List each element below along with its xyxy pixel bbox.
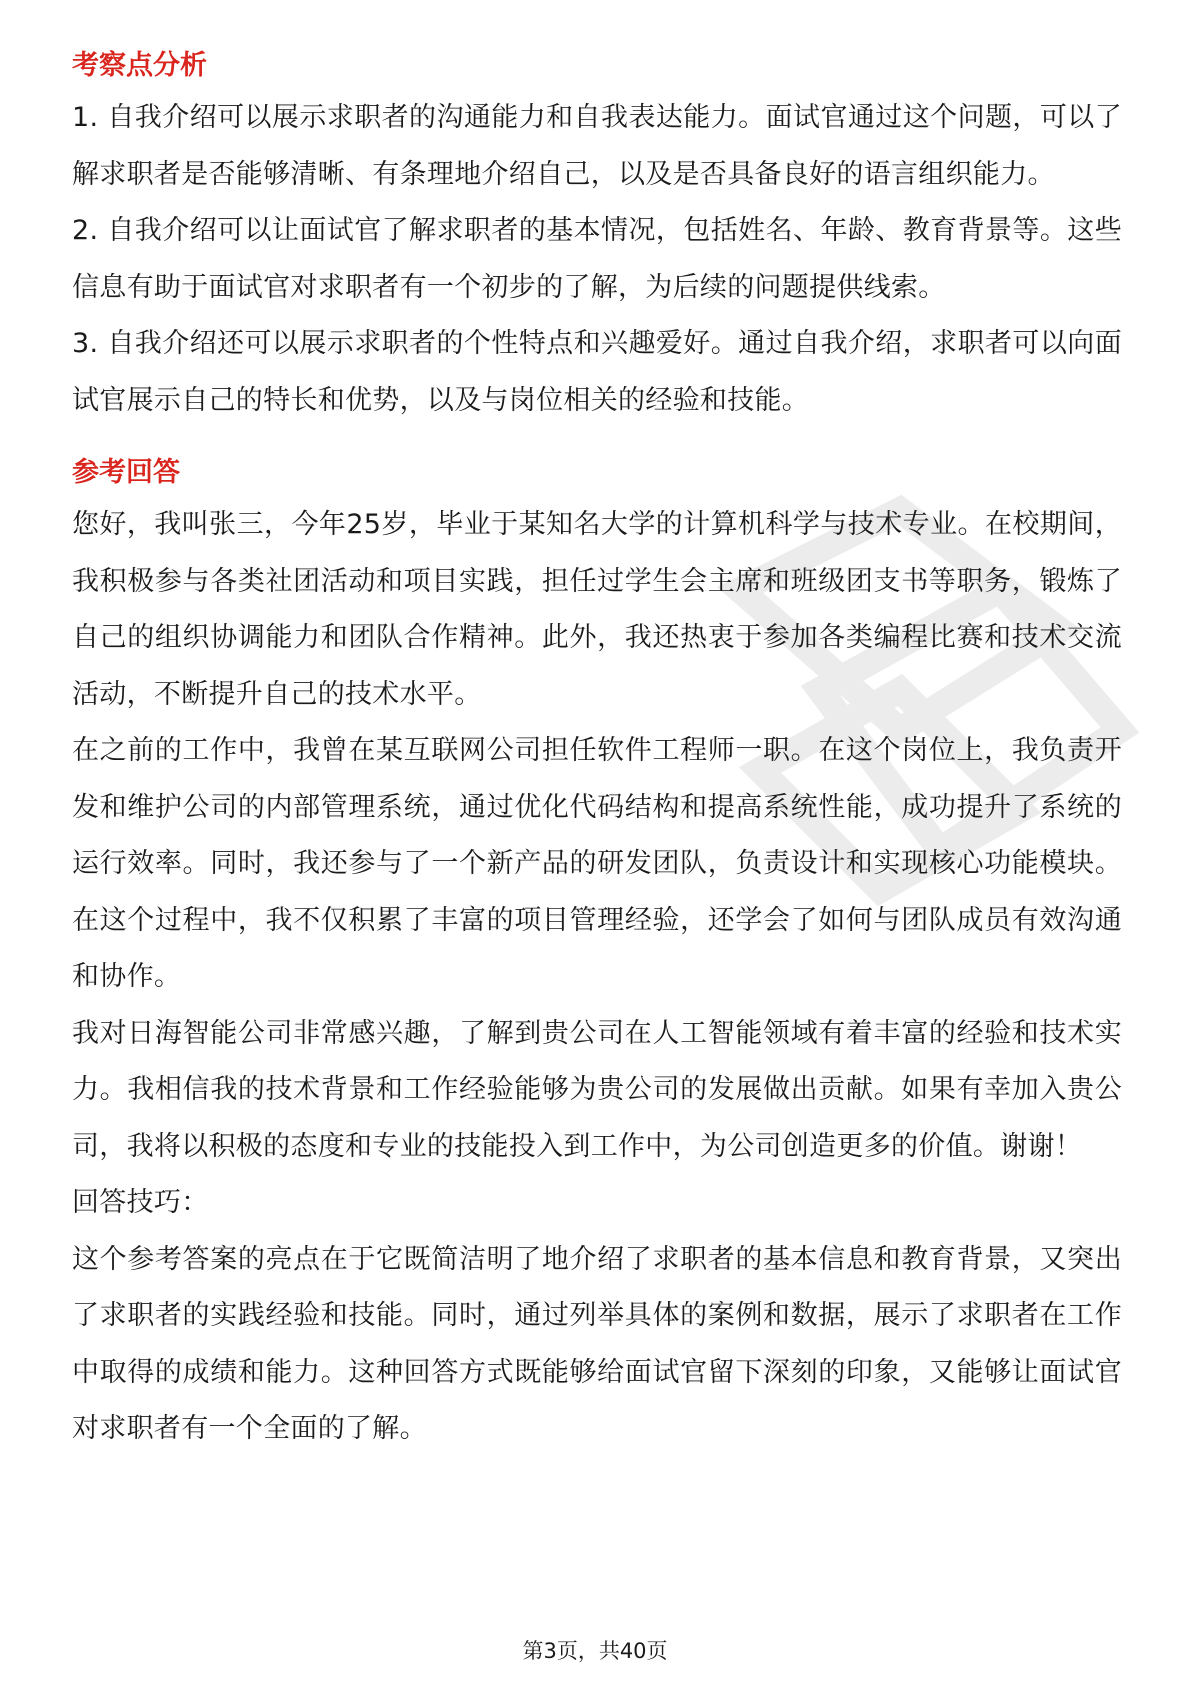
page-number: 第3页，共40页 <box>522 1639 668 1663</box>
answer-paragraph-3: 我对日海智能公司非常感兴趣，了解到贵公司在人工智能领域有着丰富的经验和技术实力。我相信我的技术背景和工作经验能够为贵公司的发展做出贡献。如果有幸加入贵公司，我将以积极的态度和专业的技能投入到工作中，为公司创造更多的价值。谢谢！ <box>72 1017 1122 1162</box>
answer-paragraph-2: 在之前的工作中，我曾在某互联网公司担任软件工程师一职。在这个岗位上，我负责开发和维护公司的内部管理系统，通过优化代码结构和提高系统性能，成功提升了系统的运行效率。同时，我还参与了一个新产品的研发团队，负责设计和实现核心功能模块。在这个过程中，我不仅积累了丰富的项目管理经验，还学会了如何与团队成员有效沟通和协作。 <box>72 735 1122 992</box>
section-title-reference-answer: 参考回答 <box>72 457 180 488</box>
analysis-point-3: 3. 自我介绍还可以展示求职者的个性特点和兴趣爱好。通过自我介绍，求职者可以向面试官展示自己的特长和优势，以及与岗位相关的经验和技能。 <box>72 328 1122 416</box>
analysis-point-1: 1. 自我介绍可以展示求职者的沟通能力和自我表达能力。面试官通过这个问题，可以了解求职者是否能够清晰、有条理地介绍自己，以及是否具备良好的语言组织能力。 <box>72 102 1122 190</box>
answer-paragraph-1: 您好，我叫张三，今年25岁，毕业于某知名大学的计算机科学与技术专业。在校期间，我积极参与各类社团活动和项目实践，担任过学生会主席和班级团支书等职务，锻炼了自己的组织协调能力和团队合作精神。此外，我还热衷于参加各类编程比赛和技术交流活动，不断提升自己的技术水平。 <box>72 509 1122 710</box>
analysis-point-2: 2. 自我介绍可以让面试官了解求职者的基本情况，包括姓名、年龄、教育背景等。这些信息有助于面试官对求职者有一个初步的了解，为后续的问题提供线索。 <box>72 215 1122 303</box>
answer-tips-label: 回答技巧： <box>72 1187 209 1218</box>
answer-tips-paragraph: 这个参考答案的亮点在于它既简洁明了地介绍了求职者的基本信息和教育背景，又突出了求职者的实践经验和技能。同时，通过列举具体的案例和数据，展示了求职者在工作中取得的成绩和能力。这种回答方式既能够给面试官留下深刻的印象，又能够让面试官对求职者有一个全面的了解。 <box>72 1243 1122 1444</box>
section-title-analysis: 考察点分析 <box>72 50 207 81</box>
document-body <box>72 46 1122 1458</box>
